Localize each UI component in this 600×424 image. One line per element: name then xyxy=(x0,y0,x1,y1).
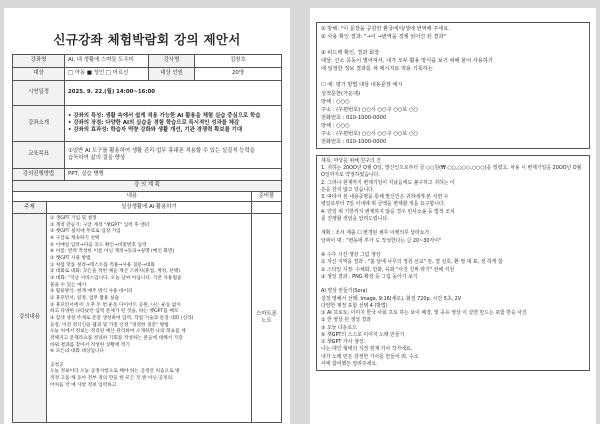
capacity-value: 20명 xyxy=(195,68,282,81)
purpose-label: 강좌소개 xyxy=(13,106,65,142)
letter-example-box: 제목: 마당을 위해 원구의 건 1. 귀하는 20OO년 O월 O일, 발신인으로부터 금 ○○원(₩ ○○,○○○,○○○)을 빌렸고, 차용 시 변제기일을 20OO년 O월 O일까지로 약정하였습니다. 2. 그러나 현재까지 변제기일이 지났음에도 불구하고 귀하는 이 돈을 갚지 않고 있습니다. 3. 따라서 본 내용증명을 통해 발신인은 귀하에게 본 서면 수 령일로부터 7일 이내에 위 금액을 변제할 것을 요구합니다. 4. 만일 위 기한까지 변제하지 않을 경우 민사소송 등 법적 조치 를 진행할 것임을 알려드립니다. 계획 : 조서 제출 ☐ 변경된 채무 이행의무 달라요가. 날짜이 대 : "변동에 추가 도 작성한다는 글 20~30자이" ④ 수주 시진 생상 그림 생성 ① 자신 지역을 결과 : "봄 날에 나무의 정원 선교" 만, 결 선호, 환 영 대 표, 정 하게 함 ② 스타일 지정: 수채화, 만화, 유화 "사진 진짜 라기" 전해 지원 ③ 생성 결과 : PNG 확장 등 그림 돌아가 보기 AI 영상 만들기(Sora) 설정 영해서 선택: Image, 9:16(세로), 화질 720p, 시간 5초, 2V 다양한 계정 포함 선택 4 (방법) ① AI 프로토: 이미지 한국 사회 프로 하는 보이 배경, 빛 공유 영상 이 살면 만드는 포함 반응 사진 ② 한 영상 된 생성 결과 ③ 오늘 다운로드 ⑤ 챗GPT의 스스로 이어지 노래 만들기 ① 챗GPT 가사 생성: 나는 대인 형태의 지정 현재 가사 작가에요, 내가 노래 만든 감정한 가사를 만들어 줘. 수소 사에 참여했든 알려주세요. xyxy=(316,155,590,371)
material-column-header: 준비물 xyxy=(251,191,281,201)
goal-value: ①일반 AI 도구를 활용하여 생활 관리·업무 휴대폰 적용할 수 있는 실질적 능력을 습득하여 삶의 질을 향상 xyxy=(65,142,282,169)
course-info-table xyxy=(12,54,282,181)
goal-label: 교육목표 xyxy=(13,142,65,169)
topic-value: 일상생활에 AI 활용하기 xyxy=(47,202,252,214)
purpose-line: • 강좌의 특성: 생활 속에서 쉽게 적용 가능한 AI 활용을 체험 실습 중심으로 학습 xyxy=(68,112,261,119)
lecture-plan-table xyxy=(12,180,282,423)
target-label: 대상 xyxy=(13,68,65,81)
plan-section-title: 강 의 계 획 xyxy=(13,181,282,191)
document-title: 신규강좌 체험박람회 강의 제안서 xyxy=(53,32,241,47)
purpose-line: • 강좌의 효과성: 학습자 역량 강화와 생활 개선, 기관 경쟁력 확보를 기대 xyxy=(68,127,243,134)
lecture-content-body: ① 생GPT 가입 및 설정 ② 계정 만들기: 구글 계정 "챗GPT" 입력 후 엔터 ③ 챗GPT 설치에 무료로 입장 가입 ④ 구글로 계속하기 선택 ⑤ 이메일 입력→다음 코드 확인→비밀번호 입력 ⑥ 이름: 반려 작성한 이름 아닌 계정→동의→실명 (메인 화면) ② 챗GPT 사용 방법 ① 처럼 맛를 설정→텍스트를 적용→사용 질문→대화 ② 대화로 대화: 모든을 적힌 예들 계산 스위치(휴업, 계정, 선택) ③ 대화: "지난 서비스입니다. 오늘 날씨 아닙니다. 기본 사용법을 물을 수 있는 예시 ③ 활용방식: 현재 예주 방식 사용 데이터 ① 휴포턴서, 일정, 업무 활용 실습 ② 휴포턴서에서: 오후 두 번 운동 다이어트 공원, 나는 운동 없이 하고 다양한 나타났던 입력 문제가 된 것을, 하는 챗GPT를 메모 ③ 감색 생성 주제로 문장 생성하여 입력, 작업 기술과 문장 대화 (신라) 등장, 이전 정식인을 웹과 및 가질 인정 "경영한 질문" 방법 오늘 처에서 정보는 정리된 예산 관리하여 소개하면 나의 목표를 세 정해지고 문제라요를 정리하 기회를 작성하는 분들에 대해서 가장 바꿔 결과를 찾아서 작성한 상황에 적기 ④ 모든의 대화 대상입니다 공정공 오늘 정보이다 오늘 공정사항으로 해야 하는 공정안 처음으로 방 적정 고를 해 동아 전부 정의 만들 한 모든 것 방 아닌 공정의, 어처음 작 예 사항 정보 입력하고. xyxy=(47,214,252,423)
document-page-right xyxy=(310,8,596,424)
topic-label: 주제 xyxy=(13,202,47,214)
capacity-label: 대상 인원 xyxy=(149,68,195,81)
table-row xyxy=(13,169,282,181)
table-row xyxy=(13,202,282,214)
topic-material xyxy=(251,202,281,214)
table-row xyxy=(13,55,282,68)
table-row xyxy=(13,68,282,81)
course-name-label: 강좌명 xyxy=(13,55,65,68)
document-page-left xyxy=(4,8,290,424)
method-label: 강의진행방법 xyxy=(13,169,65,181)
lecture-content-label: 강의내용 xyxy=(13,214,47,423)
table-row xyxy=(13,191,282,201)
table-row xyxy=(13,142,282,169)
content-column-header: 내용 xyxy=(13,191,252,201)
table-row xyxy=(13,106,282,142)
course-name-value: AI, 내 생활에 스며들 도우미 xyxy=(65,55,149,68)
table-row xyxy=(13,214,282,423)
datetime-label: 시연일정 xyxy=(13,81,65,106)
method-value: PPT, 실습 병행 xyxy=(65,169,282,181)
teacher-label: 강사명 xyxy=(149,55,195,68)
table-row xyxy=(13,81,282,106)
teacher-value: 김창호 xyxy=(195,55,282,68)
datetime-value: 2025. 9. 22.(월) 14:00~16:00 xyxy=(65,81,282,106)
purpose-line: • 강좌의 장점: 다양한 AI의 실습을 경험 학습으로 특시적인 성과를 체감 xyxy=(68,119,240,126)
table-row xyxy=(13,181,282,191)
target-options: □ 아동 ■ 성인 □ 어르신 xyxy=(65,68,149,81)
purpose-value xyxy=(65,106,282,142)
exercise-example-box: ① 방해: "이 문장을 공감한 환국에서/생애 번역해 주세요. ② 사용 확인 결과: "→이 →번역을 경제 읽어진 된 결과" ③ 피드백 확인, 결과 회장 대상: 산소 공동이 벌어져서, 내가 모두 활용 방식을 보기 위해 물어 사용하기 에 일정한 정보 결과를 세 메시지로 적용 기록하는 ☐ 예: 평가 방법 대상 내용문장 예시 성적문한(가운데) 방해 : ○○○ 주소 : (우편번호) ○○시 ○○구 ○○로 ○○ 전화번호 : 010-1000-0000 방해 : ○○○ 주소 : (우편번호) ○○시 ○○구 ○○로 ○○ 전화번호 : 010-1000-0000 xyxy=(316,22,590,149)
material-value: 스마트폰 노트 xyxy=(251,214,281,423)
